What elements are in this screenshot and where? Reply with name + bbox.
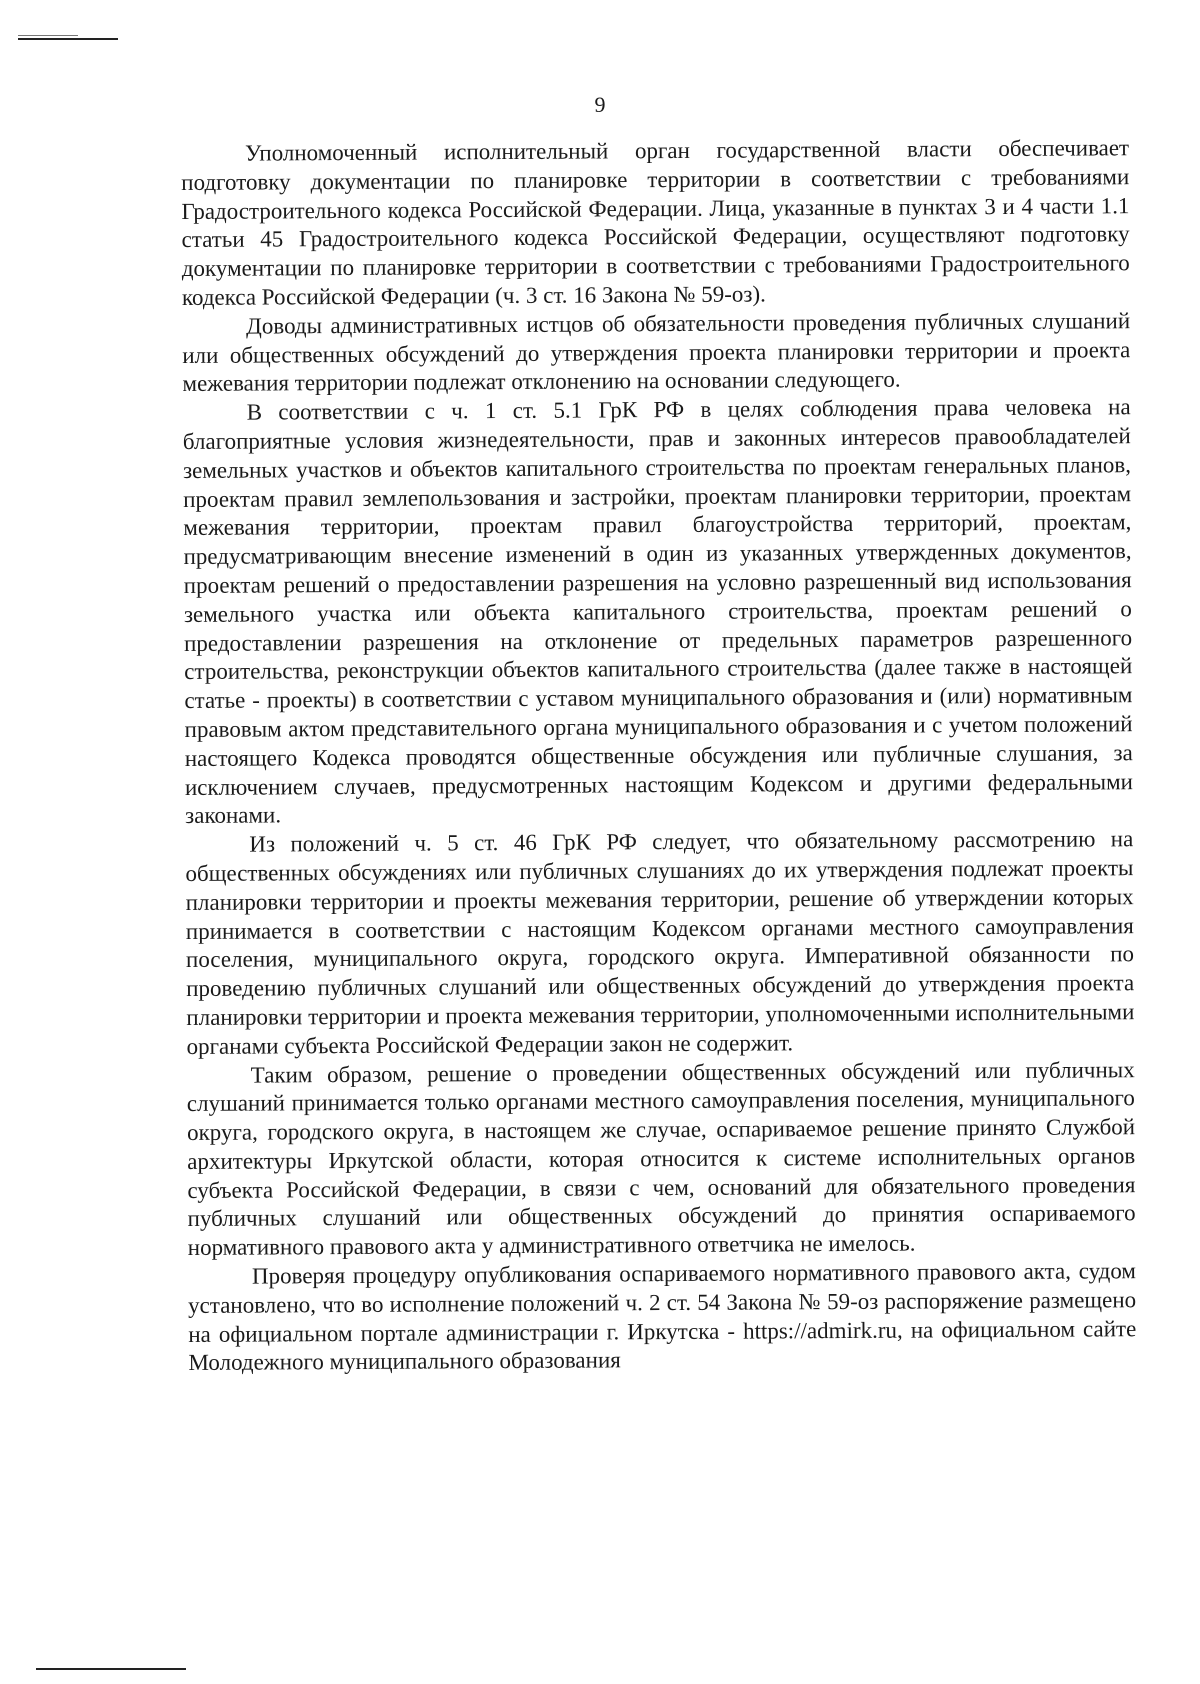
- scan-artifact-top: [18, 38, 118, 40]
- paragraph: В соответствии с ч. 1 ст. 5.1 ГрК РФ в целях соблюдения права человека на благоприятные условия жизнедеятельности, прав и законных интересов правообладателей земельных участков и объектов капитального строительства по проектам генеральных планов, проектам правил землепользования и застройки, проектам планировки территории, проектам межевания территории, проектам правил благоустройства территорий, проектам, предусматривающим внесение изменений в один из указанных утвержденных документов, проектам решений о предоставлении разрешения на условно разрешенный вид использования земельного участка или объекта капитального строительства, проектам решений о предоставлении разрешения на отклонение от предельных параметров разрешенного строительства, реконструкции объектов капитального строительства (далее также в настоящей статье - проекты) в соответствии с уставом муниципального образования и (или) нормативным правовым актом представительного органа муниципального образования и с учетом положений настоящего Кодекса проводятся общественные обсуждения или публичные слушания, за исключением случаев, предусмотренных настоящим Кодексом и другими федеральными законами.: [182, 394, 1134, 829]
- paragraph: Доводы административных истцов об обязательности проведения публичных слушаний или общественных обсуждений до утверждения проекта планировки территории и проекта межевания территории подлежат отклонению на основании следующего.: [182, 307, 1131, 397]
- scan-artifact-bottom: [36, 1668, 186, 1670]
- document-body: [181, 134, 1137, 1378]
- page-number: 9: [594, 92, 606, 117]
- paragraph: Таким образом, решение о проведении общественных обсуждений или публичных слушаний принимается только органами местного самоуправления поселения, муниципального округа, городского округа, в настоящем же случае, оспариваемое решение принято Службой архитектуры Иркутской области, которая относится к системе исполнительных органов субъекта Российской Федерации, в связи с чем, оснований для обязательного проведения публичных слушаний или общественных обсуждений до принятия оспариваемого нормативного правового акта у административного ответчика не имелось.: [186, 1056, 1136, 1261]
- paragraph: Уполномоченный исполнительный орган государственной власти обеспечивает подготовку документации по планировке территории в соответствии с требованиями Градостроительного кодекса Российской Федерации. Лица, указанные в пунктах 3 и 4 части 1.1 статьи 45 Градостроительного кодекса Российской Федерации, осуществляют подготовку документации по планировке территории в соответствии с требованиями Градостроительного кодекса Российской Федерации (ч. 3 ст. 16 Закона № 59-оз).: [181, 135, 1130, 310]
- paragraph: Из положений ч. 5 ст. 46 ГрК РФ следует, что обязательному рассмотрению на общественных обсуждениях или публичных слушаниях до их утверждения подлежат проекты планировки территории и проекты межевания территории, решение об утверждении которых принимается в соответствии с настоящим Кодексом органами местного самоуправления поселения, муниципального округа, городского округа. Императивной обязанности по проведению публичных слушаний или общественных обсуждений до утверждения проекта планировки территории и проекта межевания территории, уполномоченными исполнительными органами субъекта Российской Федерации закон не содержит.: [185, 826, 1135, 1059]
- paragraph: Проверяя процедуру опубликования оспариваемого нормативного правового акта, судом установлено, что во исполнение положений ч. 2 ст. 54 Закона № 59-оз распоряжение размещено на официальном портале администрации г. Иркутска - https://admirk.ru, на официальном сайте Молодежного муниципального образования: [188, 1258, 1137, 1376]
